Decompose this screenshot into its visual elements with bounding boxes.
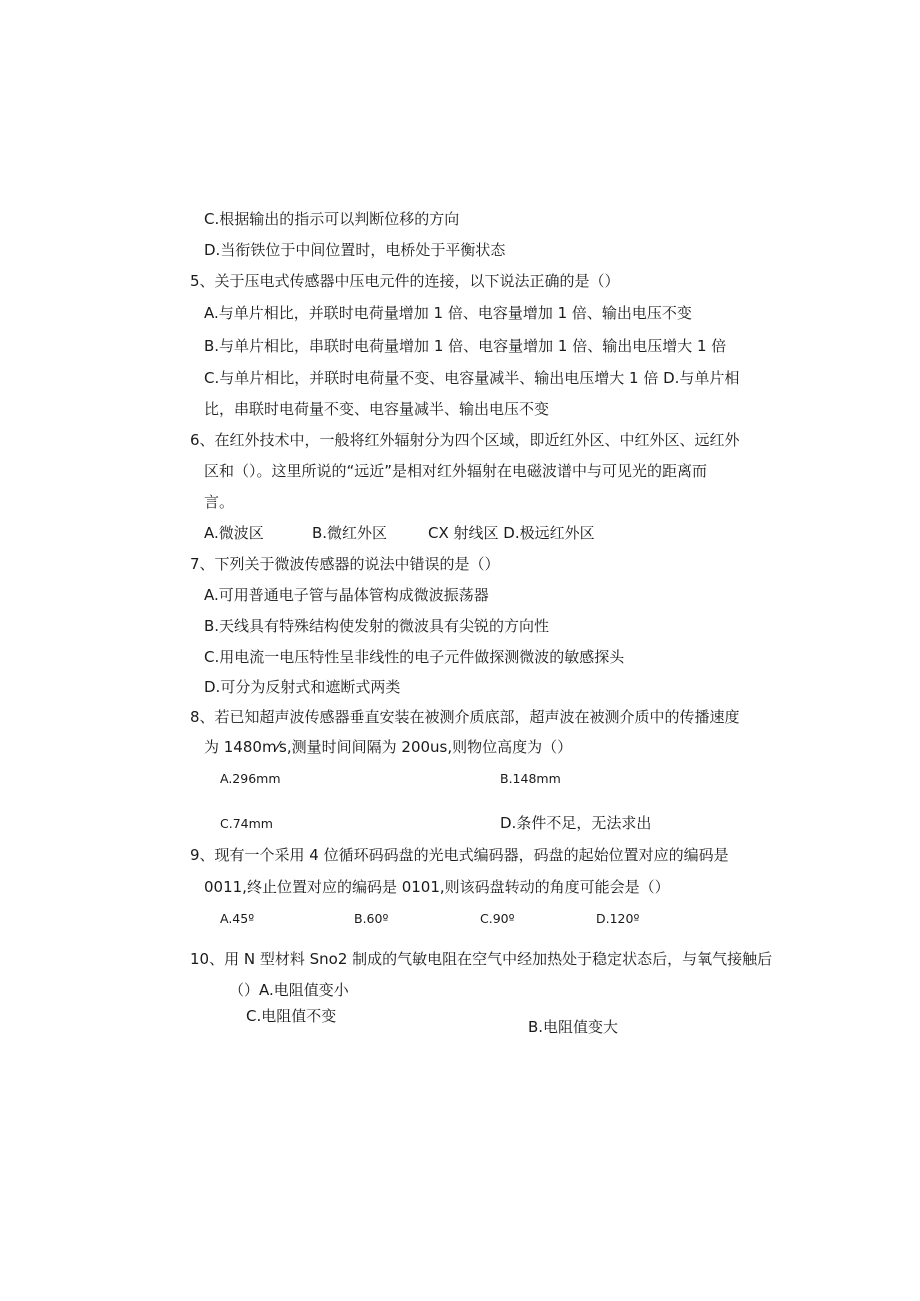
- q8-stem-line1: 8、若已知超声波传感器垂直安装在被测介质底部，超声波在被测介质中的传播速度: [190, 708, 740, 726]
- q4-option-d: D.当衔铁位于中间位置时，电桥处于平衡状态: [204, 241, 506, 259]
- q9-stem-line1: 9、现有一个采用 4 位循环码码盘的光电式编码器，码盘的起始位置对应的编码是: [190, 846, 729, 864]
- q7-option-b: B.天线具有特殊结构使发射的微波具有尖锐的方向性: [204, 617, 550, 635]
- q8-stem-line2: 为 1480m⁄s,测量时间间隔为 200us,则物位高度为（）: [204, 738, 573, 756]
- q7-stem: 7、下列关于微波传感器的说法中错误的是（）: [190, 555, 500, 573]
- q8-option-c: C.74mm: [220, 816, 273, 831]
- q7-option-d: D.可分为反射式和遮断式两类: [204, 678, 401, 696]
- q6-stem-line2: 区和（）。这里所说的“远近”是相对红外辐射在电磁波谱中与可见光的距离而: [204, 462, 708, 480]
- q6-stem-line3: 言。: [204, 493, 235, 511]
- q5-option-a: A.与单片相比，并联时电荷量增加 1 倍、电容量增加 1 倍、输出电压不变: [204, 304, 692, 322]
- q10-option-c: C.电阻值不变: [246, 1007, 337, 1025]
- q8-option-b: B.148mm: [500, 771, 561, 786]
- q6-stem-line1: 6、在红外技术中，一般将红外辐射分为四个区域，即近红外区、中红外区、远红外: [190, 431, 740, 449]
- q5-option-c-d: C.与单片相比，并联时电荷量不变、电容量减半、输出电压增大 1 倍 D.与单片相: [204, 369, 740, 387]
- q8-option-d: D.条件不足，无法求出: [500, 814, 652, 832]
- q9-option-d: D.120º: [596, 911, 640, 926]
- q8-option-a: A.296mm: [220, 771, 281, 786]
- q6-option-b: B.微红外区: [312, 524, 388, 542]
- q10-stem: 10、用 N 型材料 Sno2 制成的气敏电阻在空气中经加热处于稳定状态后，与氧气接触后: [190, 950, 773, 968]
- q5-option-d-cont: 比，串联时电荷量不变、电容量减半、输出电压不变: [204, 400, 550, 418]
- q10-blank-option-a: （）A.电阻值变小: [229, 981, 349, 999]
- q10-option-b: B.电阻值变大: [528, 1018, 619, 1036]
- q6-option-c-d: CX 射线区 D.极远红外区: [428, 524, 595, 542]
- q5-stem: 5、关于压电式传感器中压电元件的连接，以下说法正确的是（）: [190, 272, 620, 290]
- q9-stem-line2: 0011,终止位置对应的编码是 0101,则该码盘转动的角度可能会是（）: [204, 878, 670, 896]
- q9-option-b: B.60º: [354, 911, 389, 926]
- q7-option-c: C.用电流一电压特性呈非线性的电子元件做探测微波的敏感探头: [204, 648, 625, 666]
- q9-option-a: A.45º: [220, 911, 255, 926]
- q4-option-c: C.根据输出的指示可以判断位移的方向: [204, 210, 460, 228]
- q9-option-c: C.90º: [480, 911, 515, 926]
- q7-option-a: A.可用普通电子管与晶体管构成微波振荡器: [204, 586, 489, 604]
- q5-option-b: B.与单片相比，串联时电荷量增加 1 倍、电容量增加 1 倍、输出电压增大 1 倍: [204, 337, 727, 355]
- q6-option-a: A.微波区: [204, 524, 264, 542]
